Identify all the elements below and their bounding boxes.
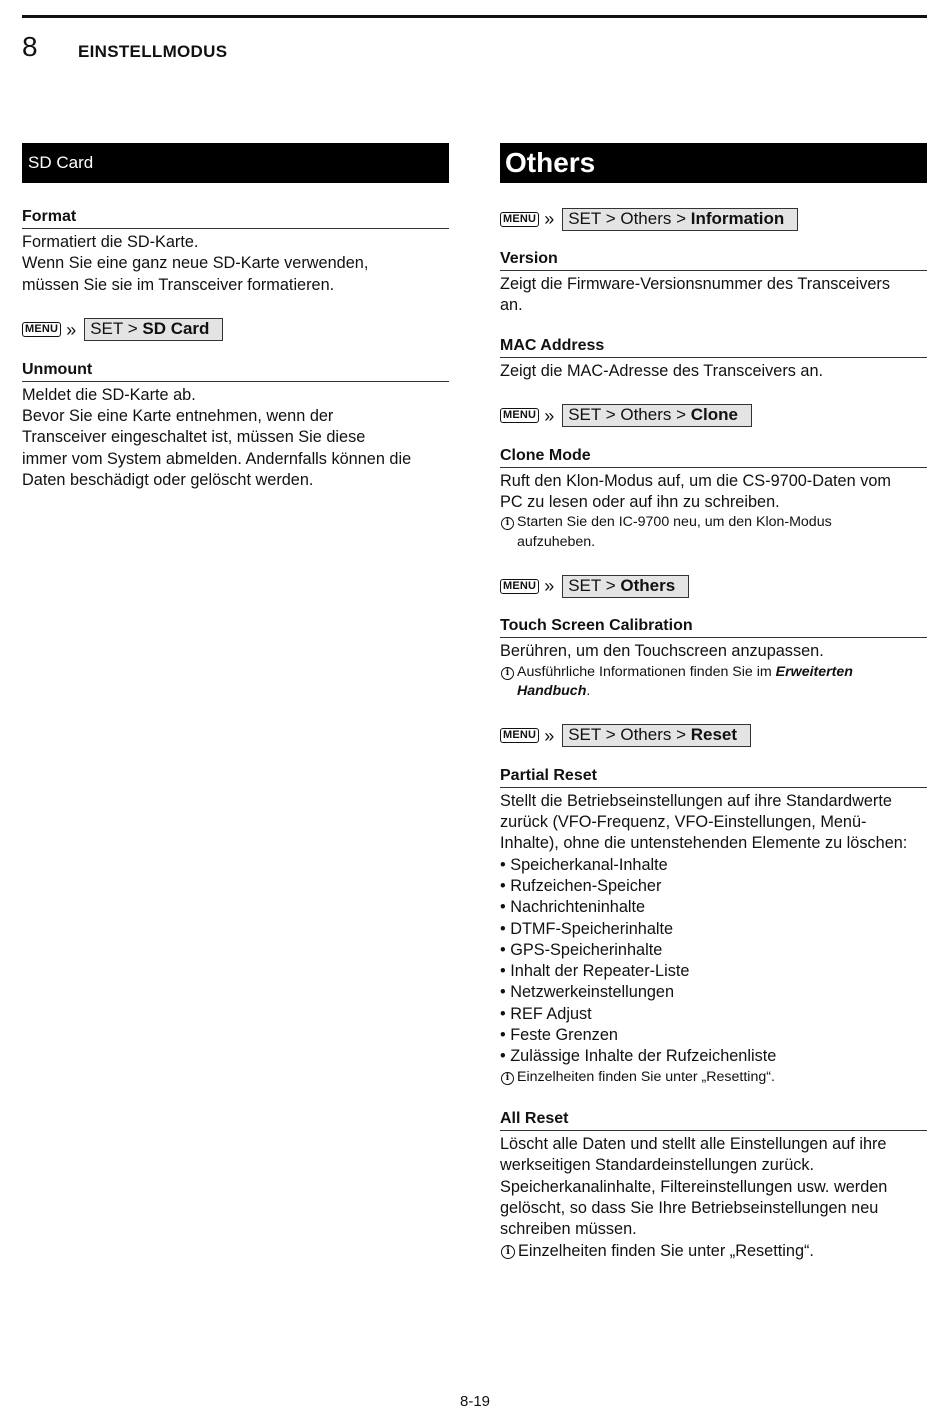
list-item: • Netzwerkeinstellungen — [500, 982, 927, 1003]
set-path-box: SET > Others > Information — [562, 208, 798, 231]
heading-touch-screen-calibration: Touch Screen Calibration — [500, 616, 927, 638]
menu-path-reset — [500, 724, 927, 748]
touch-note: i Ausführliche Informationen finden Sie im Erweiterten Handbuch. — [500, 663, 927, 702]
arrow-glyph: » — [544, 725, 555, 746]
unmount-description: Meldet die SD-Karte ab. Bevor Sie eine Karte entnehmen, wenn der Transceiver eingeschaltet ist, müssen Sie diese immer vom System abmelden. Andernfalls können die Daten beschädigt oder gelöscht werden. — [22, 385, 412, 490]
set-path-box: SET > Others > Clone — [562, 404, 752, 427]
version-description: Zeigt die Firmware-Versionsnummer des Transceivers an. — [500, 275, 890, 315]
chapter-title: EINSTELLMODUS — [78, 42, 228, 61]
heading-clone-mode: Clone Mode — [500, 446, 927, 468]
list-item: • Rufzeichen-Speicher — [500, 876, 927, 897]
heading-all-reset: All Reset — [500, 1109, 927, 1131]
menu-path-clone — [500, 404, 927, 428]
arrow-glyph: » — [544, 405, 555, 426]
set-path-box: SET > Others — [562, 575, 689, 598]
menu-key-icon: MENU — [500, 408, 539, 423]
info-icon: i — [501, 517, 514, 530]
format-description: Formatiert die SD-Karte. Wenn Sie eine ganz neue SD-Karte verwenden, müssen Sie sie im Transceiver formatieren. — [22, 233, 369, 294]
partial-description: Stellt die Betriebseinstellungen auf ihre Standardwerte zurück (VFO-Frequenz, VFO-Einstellungen, Menü- Inhalte), ohne die untenstehenden Elemente zu löschen: — [500, 791, 908, 853]
menu-key-icon: MENU — [22, 322, 61, 337]
list-item: • GPS-Speicherinhalte — [500, 940, 927, 961]
menu-key-icon: MENU — [500, 579, 539, 594]
heading-partial-reset: Partial Reset — [500, 766, 927, 788]
list-item: • Feste Grenzen — [500, 1025, 927, 1046]
partial-note: i Einzelheiten finden Sie unter „Resetting“. — [500, 1068, 927, 1088]
section-title-sd-card: SD Card — [22, 143, 449, 183]
info-icon: i — [501, 1072, 514, 1085]
menu-path-others — [500, 574, 927, 598]
menu-path-information — [500, 207, 927, 231]
left-column — [22, 143, 449, 491]
clone-description: Ruft den Klon-Modus auf, um die CS-9700-Daten vom PC zu lesen oder auf ihn zu schreiben. — [500, 471, 891, 512]
arrow-glyph: » — [544, 209, 555, 229]
list-item: • Speicherkanal-Inhalte — [500, 855, 927, 876]
menu-key-icon: MENU — [500, 728, 539, 743]
header-rule — [22, 15, 927, 18]
set-path-box: SET > Others > Reset — [562, 724, 751, 747]
menu-key-icon: MENU — [500, 212, 539, 227]
heading-version: Version — [500, 249, 927, 271]
list-item: • Zulässige Inhalte der Rufzeichenliste — [500, 1046, 927, 1067]
list-item: • REF Adjust — [500, 1004, 927, 1025]
heading-format: Format — [22, 207, 449, 229]
arrow-glyph: » — [66, 319, 77, 340]
page-number: 8-19 — [459, 1393, 491, 1410]
list-item: • Inhalt der Repeater-Liste — [500, 961, 927, 982]
list-item: • Nachrichteninhalte — [500, 897, 927, 918]
set-path-box: SET > SD Card — [84, 318, 223, 341]
mac-description: Zeigt die MAC-Adresse des Transceivers an. — [500, 361, 824, 380]
touch-description: Berühren, um den Touchscreen anzupassen. — [500, 642, 824, 661]
info-icon: i — [501, 1245, 515, 1259]
arrow-glyph: » — [544, 576, 555, 597]
chapter-number: 8 — [22, 31, 38, 62]
menu-path-sd-card — [22, 318, 449, 342]
info-icon: i — [501, 667, 514, 680]
all-reset-note: i Einzelheiten finden Sie unter „Resetting“. — [500, 1241, 927, 1262]
partial-reset-list — [500, 855, 927, 1068]
clone-note: i Starten Sie den IC-9700 neu, um den Klon-Modus aufzuheben. — [500, 513, 927, 552]
list-item: • DTMF-Speicherinhalte — [500, 919, 927, 940]
section-title-others: Others — [500, 143, 927, 183]
right-column — [500, 143, 927, 1262]
heading-mac-address: MAC Address — [500, 336, 927, 358]
heading-unmount: Unmount — [22, 360, 449, 382]
all-reset-description: Löscht alle Daten und stellt alle Einstellungen auf ihre werkseitigen Standardeinstellungen zurück. Speicherkanalinhalte, Filtereinstellungen usw. werden gelöscht, so dass Sie Ihre Betriebseinstellungen neu schreiben müssen. — [500, 1135, 888, 1239]
